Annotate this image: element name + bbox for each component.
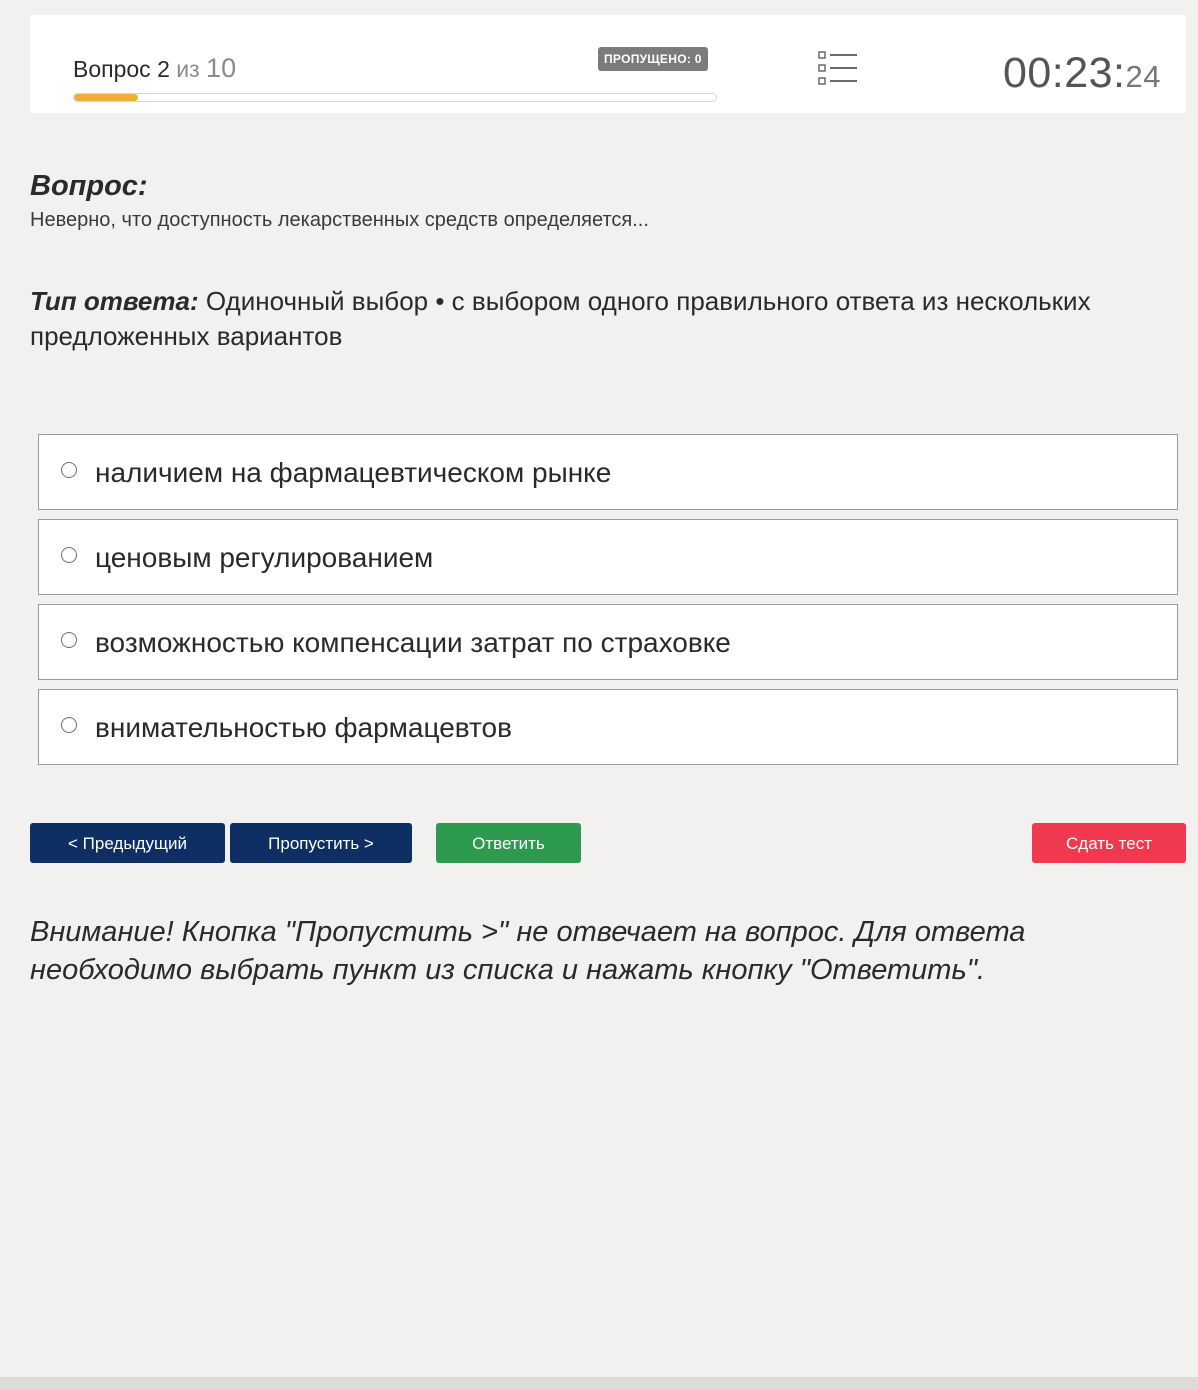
skipped-badge: ПРОПУЩЕНО: 0 — [598, 47, 708, 71]
answer-option[interactable] — [38, 519, 1178, 595]
answer-option[interactable] — [38, 604, 1178, 680]
option-label: наличием на фармацевтическом рынке — [95, 457, 612, 488]
option-label: ценовым регулированием — [95, 542, 434, 573]
answer-type-label: Тип ответа: — [30, 286, 199, 316]
answer-type — [30, 284, 1170, 354]
current-question-number: 2 — [157, 56, 170, 82]
radio-unchecked-icon[interactable] — [61, 547, 77, 563]
submit-test-button[interactable]: Сдать тест — [1032, 823, 1186, 863]
question-list-button[interactable] — [818, 51, 858, 85]
answer-option[interactable] — [38, 434, 1178, 510]
answer-option[interactable] — [38, 689, 1178, 765]
radio-unchecked-icon[interactable] — [61, 632, 77, 648]
question-text: Неверно, что доступность лекарственных средств определяется... — [30, 209, 649, 231]
question-counter — [73, 53, 236, 84]
quiz-header — [30, 15, 1186, 113]
progress-bar — [73, 93, 717, 102]
answer-options — [38, 434, 1178, 774]
warning-note: Внимание! Кнопка "Пропустить >" не отвечает на вопрос. Для ответа необходимо выбрать пункт из списка и нажать кнопку "Ответить". — [30, 916, 1026, 986]
progress-fill — [74, 94, 138, 101]
option-label: возможностью компенсации затрат по страховке — [95, 627, 731, 658]
bottom-divider — [0, 1377, 1198, 1390]
question-label: Вопрос: — [30, 170, 148, 202]
timer-main: 00:23: — [1002, 49, 1126, 97]
option-label: внимательностью фармацевтов — [95, 712, 513, 743]
timer — [1003, 49, 1161, 98]
radio-unchecked-icon[interactable] — [61, 717, 77, 733]
answer-button[interactable]: Ответить — [436, 823, 581, 863]
total-questions: 10 — [206, 53, 237, 83]
answer-type-text: Одиночный выбор • с выбором одного правильного ответа из нескольких предложенных вариантов — [30, 286, 1091, 351]
skip-button[interactable]: Пропустить > — [230, 823, 412, 863]
list-checkbox-icon — [818, 51, 858, 85]
previous-button[interactable]: < Предыдущий — [30, 823, 225, 863]
timer-seconds: 24 — [1125, 59, 1161, 94]
radio-unchecked-icon[interactable] — [61, 462, 77, 478]
question-word: Вопрос — [73, 56, 151, 82]
of-word: из — [176, 56, 200, 82]
